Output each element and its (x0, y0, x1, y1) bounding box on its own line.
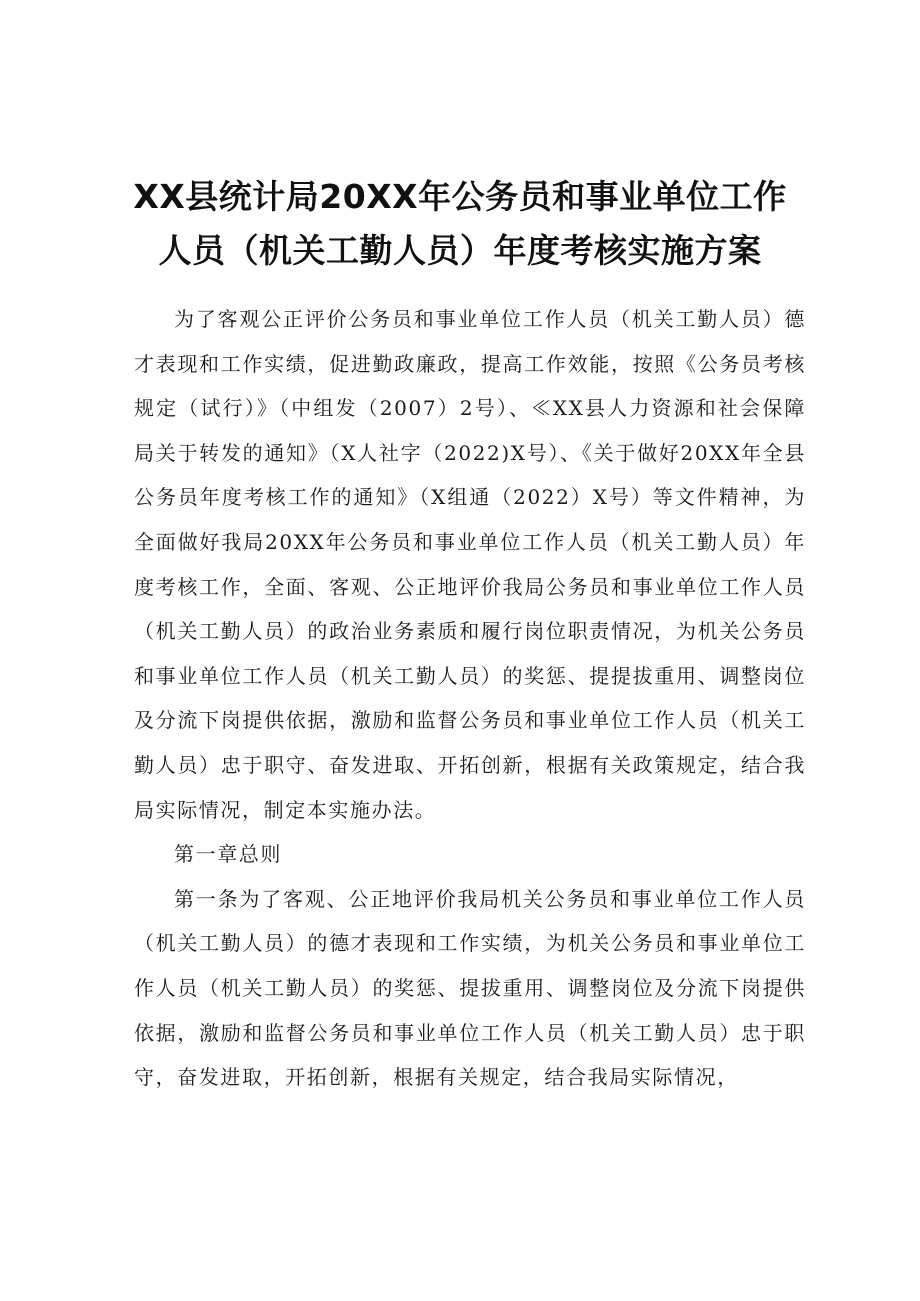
title-line-1: XX县统计局20XX年公务员和事业单位工作 (133, 177, 787, 216)
article-1-paragraph: 第一条为了客观、公正地评价我局机关公务员和事业单位工作人员（机关工勤人员）的德才表现和工作实绩，为机关公务员和事业单位工作人员（机关工勤人员）的奖惩、提拔重用、调整岗位及分流下岗提供依据，激励和监督公务员和事业单位工作人员（机关工勤人员）忠于职守，奋发进取，开拓创新，根据有关规定，结合我局实际情况， (134, 886, 806, 1090)
intro-paragraph: 为了客观公正评价公务员和事业单位工作人员（机关工勤人员）德才表现和工作实绩，促进勤政廉政，提高工作效能，按照《公务员考核规定（试行）》（中组发（2007）2号）、≪XX县人力资源和社会保障局关于转发的通知》（X人社字（2022)X号）、《关于做好20XX年全县公务员年度考核工作的通知》（X组通（2022）X号）等文件精神，为全面做好我局20XX年公务员和事业单位工作人员（机关工勤人员）年度考核工作，全面、客观、公正地评价我局公务员和事业单位工作人员（机关工勤人员）的政治业务素质和履行岗位职责情况，为机关公务员和事业单位工作人员（机关工勤人员）的奖惩、提提拔重用、调整岗位及分流下岗提供依据，激励和监督公务员和事业单位工作人员（机关工勤人员）忠于职守、奋发进取、开拓创新，根据有关政策规定，结合我局实际情况，制定本实施办法。 (134, 307, 806, 822)
title-line-2: 人员（机关工勤人员）年度考核实施方案 (158, 231, 762, 270)
document-body (134, 297, 806, 1100)
chapter-heading: 第一章总则 (174, 842, 282, 867)
document-title (120, 170, 800, 278)
